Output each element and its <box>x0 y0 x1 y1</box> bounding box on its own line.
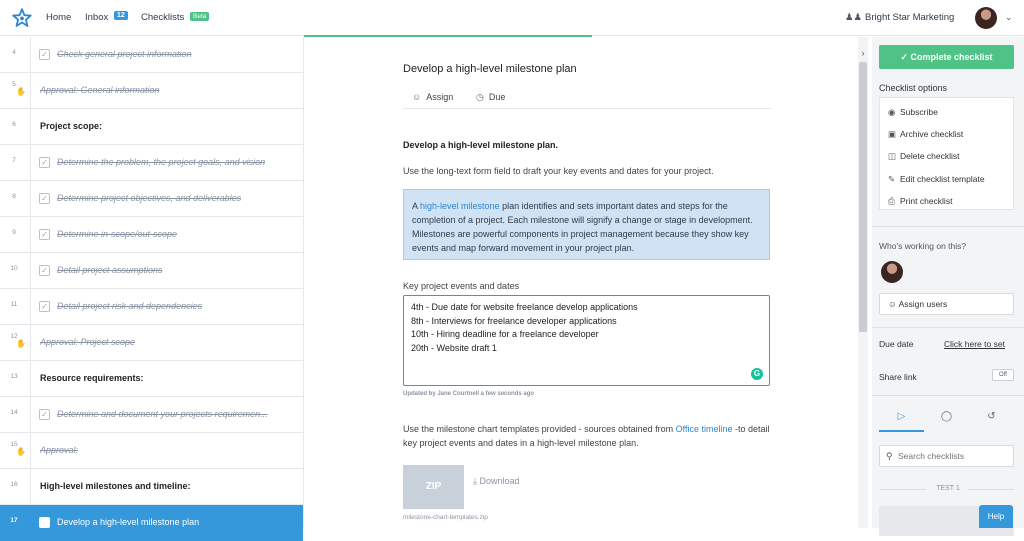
chevron-right-icon[interactable]: › <box>861 48 865 58</box>
templates-text <box>403 422 773 450</box>
eye-icon: ◉ <box>888 107 896 117</box>
nav-inbox-link[interactable]: Inbox <box>85 12 109 23</box>
option-label: Edit checklist template <box>900 174 985 184</box>
assign-users-button[interactable] <box>879 293 1014 315</box>
assign-users-label: Assign users <box>898 299 948 309</box>
task-item[interactable] <box>0 181 303 217</box>
task-number: 8 <box>12 193 16 200</box>
share-link-label: Share link <box>879 372 917 382</box>
task-body <box>30 253 303 289</box>
history-icon: ↺ <box>987 411 996 422</box>
task-label: Determine and document your projects requiremen... <box>57 409 268 419</box>
task-body <box>30 397 303 433</box>
option-label: Delete checklist <box>900 151 960 161</box>
section-heading[interactable] <box>0 361 303 397</box>
task-label: High-level milestones and timeline: <box>40 481 191 491</box>
print-option[interactable] <box>888 196 952 207</box>
checklist-options-menu <box>879 97 1014 210</box>
task-item[interactable] <box>0 505 303 541</box>
assign-label: Assign <box>426 92 454 102</box>
task-item[interactable] <box>0 37 303 73</box>
user-icon: ☺ <box>888 299 897 309</box>
task-number: 16 <box>10 481 18 488</box>
due-button[interactable] <box>476 92 505 103</box>
divider <box>872 327 1024 328</box>
task-body <box>30 289 303 325</box>
beta-badge: Beta <box>190 12 209 21</box>
section-heading[interactable] <box>0 469 303 505</box>
task-number: 14 <box>10 409 18 416</box>
task-checkbox[interactable]: ✓ <box>39 229 50 240</box>
task-label: Determine the problem, the project goals, and vision <box>57 157 266 167</box>
search-checklists-input[interactable] <box>898 449 1008 463</box>
task-item[interactable] <box>0 397 303 433</box>
task-number: 9 <box>12 229 16 236</box>
task-body <box>30 433 303 469</box>
star-logo-icon[interactable] <box>12 8 32 28</box>
task-label: Approval: General information <box>40 85 160 95</box>
task-number: 4 <box>12 49 16 56</box>
due-date-label: Due date <box>879 339 914 349</box>
checklist-options-label: Checklist options <box>879 83 948 93</box>
search-icon: ⚲ <box>886 451 893 461</box>
task-number: 15 <box>10 441 18 448</box>
user-avatar[interactable] <box>975 7 997 29</box>
task-item[interactable] <box>0 145 303 181</box>
task-body <box>30 109 303 145</box>
updated-by-note: Updated by Jane Courtnell a few seconds ago <box>403 391 535 397</box>
archive-option[interactable] <box>888 129 963 140</box>
task-label: Resource requirements: <box>40 373 144 383</box>
task-label: Check general project information <box>57 49 192 59</box>
divider <box>872 226 1024 227</box>
content-intro: Use the long-text form field to draft your key events and dates for your project. <box>403 166 714 176</box>
task-body <box>30 505 303 541</box>
task-number: 5 <box>12 81 16 88</box>
tab-history[interactable] <box>969 411 1014 422</box>
info-text: plan identifies and sets important dates and steps for the completion of a project. Each milestone will signify a change or stage in development. Milestones are powerful components in project management because they show key events and map forward movement in your project plan. <box>412 201 753 253</box>
checklist-sidebar <box>872 37 1024 528</box>
task-label: Approval: Project scope <box>40 337 136 347</box>
task-actions <box>403 83 771 109</box>
task-label: Approval: <box>40 445 79 455</box>
zip-filename: milestone-chart-templates.zip <box>403 514 488 521</box>
nav-home-link[interactable]: Home <box>46 12 72 23</box>
organization-switcher[interactable] <box>845 12 954 23</box>
task-label: Determine in-scope/out-scope <box>57 229 178 239</box>
info-callout <box>403 189 770 260</box>
task-item[interactable] <box>0 73 303 109</box>
option-label: Print checklist <box>900 196 953 206</box>
task-list <box>0 37 304 528</box>
textarea-line: 4th - Due date for website freelance develop applications <box>411 302 638 312</box>
zip-file-thumbnail[interactable]: ZIP <box>403 465 464 509</box>
task-label: Determine project objectives, and deliverables <box>57 193 242 203</box>
people-icon: ♟♟ <box>845 12 863 23</box>
task-body <box>30 145 303 181</box>
task-body <box>30 361 303 397</box>
task-label: Detail project assumptions <box>57 265 163 275</box>
option-label: Archive checklist <box>900 129 964 139</box>
task-item[interactable] <box>0 217 303 253</box>
task-item[interactable] <box>0 289 303 325</box>
task-body <box>30 181 303 217</box>
task-number: 7 <box>12 157 16 164</box>
edit-template-option[interactable] <box>888 174 985 185</box>
templates-prefix: Use the milestone chart templates provided - sources obtained from <box>403 424 676 434</box>
trash-icon: ◫ <box>888 151 897 161</box>
organization-name: Bright Star Marketing <box>865 12 955 23</box>
delete-option[interactable] <box>888 151 960 162</box>
complete-checklist-button[interactable]: ✓ Complete checklist <box>879 45 1014 69</box>
who-working-label: Who's working on this? <box>879 241 967 251</box>
section-heading[interactable] <box>0 109 303 145</box>
textarea-line: 8th - Interviews for freelance developer applications <box>411 315 617 326</box>
grammarly-icon[interactable]: G <box>751 368 763 380</box>
divider <box>968 489 1014 490</box>
task-number: 13 <box>10 373 18 380</box>
high-level-milestone-link[interactable]: high-level milestone <box>420 201 500 211</box>
task-label: Develop a high-level milestone plan <box>57 517 200 527</box>
chevron-down-icon[interactable]: ⌄ <box>1005 12 1013 22</box>
complete-label: Complete checklist <box>910 52 993 62</box>
content-heading: Develop a high-level milestone plan. <box>403 140 559 150</box>
download-label: Download <box>479 476 520 486</box>
templates-rest: -to detail key project events and dates in a high-level milestone plan. <box>403 424 770 448</box>
task-number: 12 <box>10 333 18 340</box>
play-icon: ▷ <box>897 411 906 422</box>
active-tab-indicator <box>879 430 924 432</box>
printer-icon: ⎙ <box>888 196 895 206</box>
task-checkbox[interactable]: ✓ <box>39 49 50 60</box>
task-number: 6 <box>12 121 16 128</box>
thumbs-up-icon: ✋ <box>16 87 26 96</box>
textarea-line: 20th - Website draft 1 <box>411 342 497 353</box>
divider <box>872 395 1024 396</box>
task-item[interactable] <box>0 253 303 289</box>
key-events-textarea[interactable] <box>403 295 770 386</box>
task-number: 11 <box>10 301 18 308</box>
help-button[interactable]: Help <box>979 505 1013 528</box>
archive-icon: ▣ <box>888 129 897 139</box>
task-checkbox[interactable]: ✓ <box>39 157 50 168</box>
scrollbar-thumb[interactable] <box>859 62 867 332</box>
nav-checklists-link[interactable]: Checklists <box>141 12 185 23</box>
inbox-count-badge: 12 <box>114 11 128 20</box>
top-navigation <box>0 0 1024 36</box>
task-label: Detail project risk and dependencies <box>57 301 203 311</box>
assignee-avatar[interactable] <box>881 261 903 283</box>
task-checkbox[interactable] <box>39 517 50 528</box>
subscribe-option[interactable] <box>888 107 938 118</box>
task-body <box>30 73 303 109</box>
search-checklists-box[interactable] <box>879 445 1014 467</box>
task-item[interactable] <box>0 325 303 361</box>
task-checkbox[interactable]: ✓ <box>39 301 50 312</box>
task-number: 17 <box>10 517 18 524</box>
office-timeline-link[interactable]: Office timeline <box>675 424 733 434</box>
task-number: 10 <box>10 265 18 272</box>
clock-icon: ◷ <box>476 92 484 102</box>
info-prefix: A <box>412 201 421 211</box>
task-checkbox[interactable]: ✓ <box>39 193 50 204</box>
task-body <box>30 469 303 505</box>
option-label: Subscribe <box>900 107 938 117</box>
download-button[interactable] <box>473 476 520 487</box>
assign-button[interactable] <box>412 92 453 102</box>
tab-comments[interactable] <box>924 411 969 422</box>
thumbs-up-icon: ✋ <box>16 447 26 456</box>
comment-icon: ◯ <box>940 411 953 422</box>
thumbs-up-icon: ✋ <box>16 339 26 348</box>
test-group-label: TEST 1 <box>936 485 960 492</box>
tab-play[interactable] <box>879 411 924 422</box>
task-body <box>30 217 303 253</box>
textarea-line: 10th - Hiring deadline for a freelance developer <box>411 329 599 339</box>
task-label: Project scope: <box>40 121 103 131</box>
task-item[interactable] <box>0 433 303 469</box>
user-icon: ☺ <box>412 92 422 102</box>
task-content <box>305 37 858 528</box>
task-body <box>30 325 303 361</box>
download-icon: ⤓ <box>473 476 477 486</box>
pencil-icon: ✎ <box>888 174 896 184</box>
task-checkbox[interactable]: ✓ <box>39 409 50 420</box>
share-link-toggle[interactable]: Off <box>992 369 1014 381</box>
key-events-label: Key project events and dates <box>403 281 520 291</box>
set-due-date-link[interactable]: Click here to set <box>944 339 1005 349</box>
due-label: Due <box>488 92 506 102</box>
task-body <box>30 37 303 73</box>
task-title: Develop a high-level milestone plan <box>403 63 577 75</box>
task-checkbox[interactable]: ✓ <box>39 265 50 276</box>
